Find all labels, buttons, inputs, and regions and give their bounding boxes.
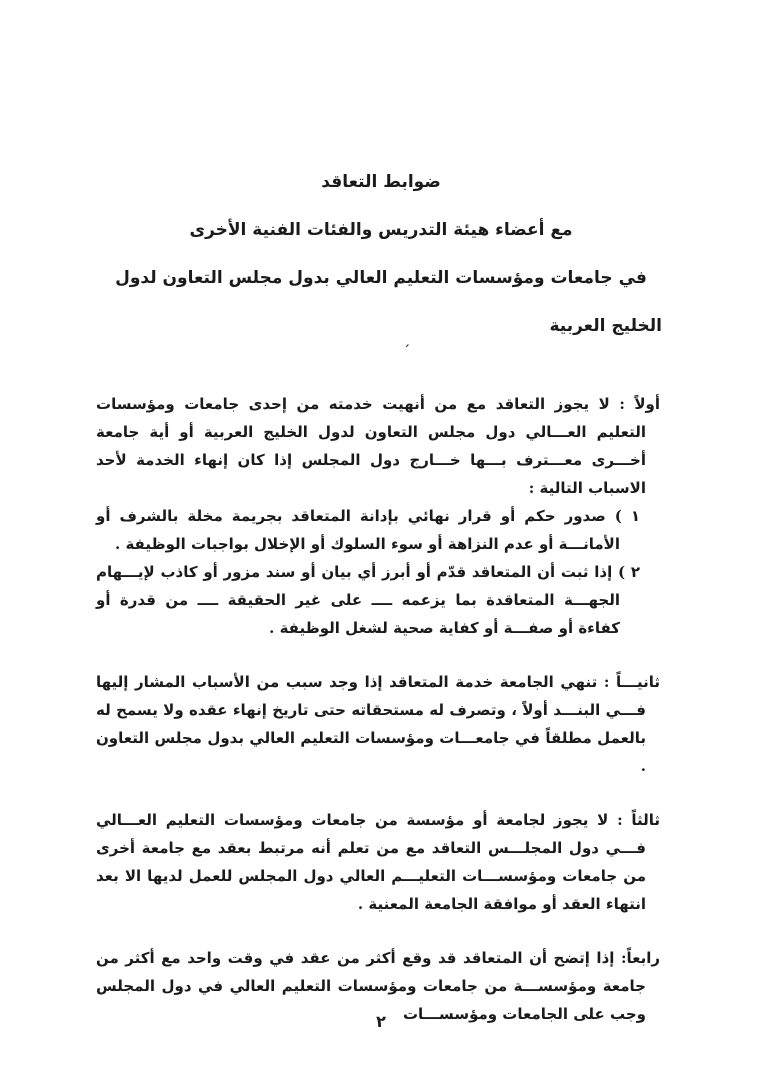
clause-second-label: ثانيـــاً :: [603, 673, 660, 691]
document-body: [96, 390, 660, 1028]
clause-first-item-1: ١ ) صدور حكم أو قرار نهائي بإدانة المتعاقد بجريمة مخلة بالشرف أو الأمانـــة أو عدم النزاهة أو سوء السلوك أو الإخلال بواجبات الوظيفة .: [96, 507, 640, 553]
title-line-4: الخليج العربية: [549, 316, 662, 336]
title-line-1: ضوابط التعاقد: [321, 172, 441, 192]
title-line-2: مع أعضاء هيئة التدريس والفئات الفنية الأخرى: [189, 220, 573, 240]
clause-first-label: أولاً :: [619, 395, 660, 413]
clause-first: [96, 390, 660, 642]
clause-first-text: لا يجوز التعاقد مع من أنهيت خدمته من إحدى جامعات ومؤسسات التعليم العـــالي دول مجلس التعاون لدول الخليج العربية أو أية جامعة أخـــرى معـــترف بـــها خـــارج دول المجلس إذا كان إنهاء الخدمة لأحد الاسباب التالية :: [96, 395, 646, 497]
clause-first-item-2: ٢ ) إذا ثبت أن المتعاقد قدّم أو أبرز أي بيان أو سند مزور أو كاذب لإيـــهام الجهـــة المتعاقدة بما يزعمه ــــ على غير الحقيقة ــــ من قدرة أو كفاءة أو صفـــة أو كفاية صحية لشغل الوظيفة .: [96, 563, 640, 637]
clause-third-paragraph: [96, 806, 660, 918]
clause-second-paragraph: [96, 668, 660, 780]
page-number: ٢: [376, 1012, 386, 1031]
clause-fourth-text: إذا إتضح أن المتعاقد قد وقع أكثر من عقد في وقت واحد مع أكثر من جامعة ومؤسســـة من جامعات ومؤسسات التعليم العالي في دول المجلس وجب على الجامعات ومؤسســـات: [96, 949, 646, 1023]
scan-artifact-mark: ´: [403, 344, 410, 359]
clause-first-paragraph: [96, 390, 660, 502]
clause-third: [96, 806, 660, 918]
clause-fourth-label: رابعاً:: [620, 949, 660, 967]
clause-third-label: ثالثاً :: [617, 811, 661, 829]
document-title-block: [100, 0, 662, 350]
clause-second-text: تنهي الجامعة خدمة المتعاقد إذا وجد سبب من الأسباب المشار إليها فـــي البنـــد أولاً ، وتصرف له مستحقاته حتى تاريخ إنهاء عقده ولا يسمح له بالعمل مطلقاً في جامعـــات ومؤسسات التعليم العالي بدول مجلس التعاون .: [96, 673, 646, 775]
title-line-3: في جامعات ومؤسسات التعليم العالي بدول مجلس التعاون لدول: [115, 268, 647, 288]
clause-second: [96, 668, 660, 780]
clause-third-text: لا يجوز لجامعة أو مؤسسة من جامعات ومؤسسات التعليم العـــالي فـــي دول المجلـــس التعاقد مع من تعلم أنه مرتبط بعقد مع جامعة أخرى من جامعات ومؤسســـات التعليـــم العالي دول المجلس للعمل لديها الا بعد انتهاء العقد أو موافقة الجامعة المعنية .: [96, 811, 646, 913]
